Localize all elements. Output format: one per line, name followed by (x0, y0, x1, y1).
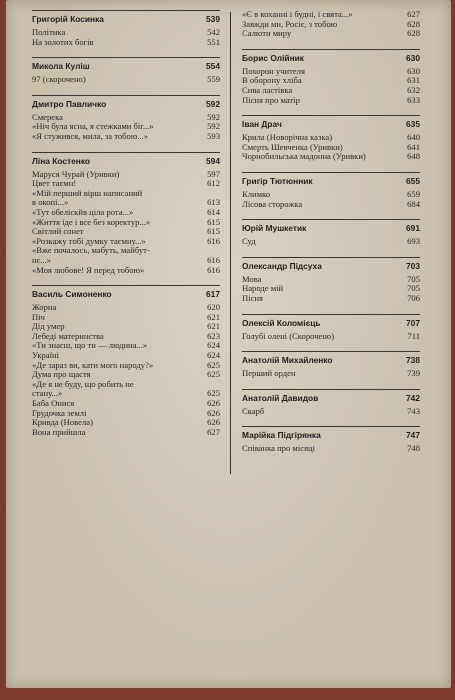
section-rule (242, 49, 420, 50)
entry-title: Голубі олені (Скорочено) (242, 330, 335, 341)
entry-title: «Моя любове! Я перед тобою» (32, 264, 145, 275)
section-rule (32, 95, 220, 96)
entry-page-number: 641 (407, 141, 420, 152)
toc-section (242, 49, 420, 115)
entry-page-number: 615 (207, 226, 220, 237)
entry-title: Салюти миру (242, 28, 292, 39)
entry-title: Світлий сонет (32, 226, 84, 237)
entry-page-number: 616 (207, 254, 220, 265)
toc-entry[interactable] (32, 266, 220, 276)
entry-title: «Я стужився, мила, за тобою...» (32, 130, 148, 141)
author-page-number: 655 (406, 175, 420, 186)
toc-section (242, 389, 420, 427)
toc-entry[interactable] (32, 38, 220, 48)
toc-section (32, 95, 220, 152)
author-name: Анатолій Михайленко (242, 355, 333, 366)
author-page-number: 707 (406, 317, 420, 328)
entry-page-number: 631 (407, 75, 420, 86)
entry-page-number: 711 (407, 330, 420, 341)
entry-page-number: 597 (207, 168, 220, 179)
entry-title: Баба Онися (32, 398, 75, 409)
entry-page-number: 623 (207, 330, 220, 341)
entry-page-number: 613 (207, 197, 220, 208)
entry-page-number: 593 (207, 130, 220, 141)
toc-section (32, 285, 220, 447)
section-gap (242, 162, 420, 172)
entry-title: Суд (242, 236, 256, 247)
author-page-number: 738 (406, 355, 420, 366)
toc-entry[interactable] (32, 428, 220, 438)
entry-title: Смерека (32, 111, 63, 122)
author-page-number: 539 (206, 14, 220, 24)
author-heading (242, 53, 420, 63)
entry-title: Співанка про місяці (242, 443, 316, 454)
section-gap (242, 209, 420, 219)
section-gap (32, 85, 220, 95)
author-name: Дмитро Павличко (32, 98, 107, 109)
entry-page-number: 626 (207, 398, 220, 409)
entry-title: Кривда (Новела) (32, 417, 93, 428)
author-heading (242, 393, 420, 403)
entry-title: «Ніч була ясна, я стежками біг...» (32, 121, 154, 132)
section-gap (242, 454, 420, 464)
toc-entry[interactable] (242, 294, 420, 304)
entry-title: «Де я не буду, що робить не стану...» (32, 378, 134, 399)
author-heading (242, 318, 420, 328)
entry-title: Смерть Шевченка (Уривки) (242, 141, 343, 152)
author-heading (32, 61, 220, 71)
entry-page-number: 592 (207, 121, 220, 132)
entry-title: Крила (Новорічна казка) (242, 132, 333, 143)
author-heading (32, 99, 220, 109)
entry-page-number: 684 (407, 198, 420, 209)
section-rule (242, 314, 420, 315)
entry-title: Політика (32, 27, 66, 37)
section-gap (242, 105, 420, 115)
entry-title: «Де зараз ви, кати мого народу?» (32, 359, 154, 370)
entry-title: Народе мій (242, 283, 284, 294)
entry-title: Вона прийшла (32, 426, 86, 437)
author-page-number: 617 (206, 289, 220, 300)
author-name: Борис Олійник (242, 52, 304, 63)
author-name: Анатолій Давидов (242, 392, 319, 403)
author-name: Іван Драч (242, 119, 282, 130)
entry-page-number: 640 (407, 132, 420, 143)
entry-page-number: 743 (407, 405, 420, 416)
entry-title: Україні (32, 350, 59, 361)
toc-entry[interactable] (242, 96, 420, 106)
entry-title: Дума про щастя (32, 369, 91, 380)
entry-title: Климко (242, 188, 271, 199)
entry-title: Чорнобильська мадонна (Уривки) (242, 151, 366, 162)
entry-page-number: 626 (207, 417, 220, 428)
toc-entry[interactable] (32, 380, 220, 399)
entry-page-number: 628 (407, 18, 420, 29)
author-name: Юрій Мушкетик (242, 223, 307, 234)
entry-title: Пісня про матір (242, 94, 300, 105)
entry-page-number: 625 (207, 388, 220, 399)
entry-page-number: 625 (207, 369, 220, 380)
toc-section (242, 257, 420, 314)
toc-section (242, 314, 420, 352)
author-heading (242, 355, 420, 365)
author-page-number: 747 (406, 430, 420, 441)
author-heading (242, 261, 420, 271)
entry-page-number: 739 (407, 368, 420, 379)
entry-title: «Життя іде і все без коректур...» (32, 216, 151, 227)
entry-title: «Ти знаєш, що ти — людина...» (32, 340, 148, 351)
author-name: Григір Тютюнник (242, 175, 313, 186)
section-gap (32, 437, 220, 447)
entry-title: Цвет таємн! (32, 178, 77, 189)
toc-section (242, 172, 420, 219)
toc-entry[interactable] (242, 200, 420, 210)
author-name: Григорій Косинка (32, 14, 104, 24)
author-page-number: 594 (206, 155, 220, 166)
author-heading (242, 119, 420, 129)
entry-page-number: 616 (207, 264, 220, 275)
toc-right-column (242, 10, 420, 464)
author-page-number: 691 (406, 223, 420, 234)
section-rule (32, 285, 220, 286)
entry-title: «Мій перший вірш написаний в окопі...» (32, 187, 143, 208)
entry-page-number: 625 (207, 359, 220, 370)
entry-page-number: 624 (207, 340, 220, 351)
section-gap (242, 416, 420, 426)
author-page-number: 635 (406, 119, 420, 130)
toc-entry[interactable] (32, 303, 220, 313)
entry-page-number: 615 (207, 216, 220, 227)
entry-page-number: 542 (207, 27, 220, 37)
entry-page-number: 559 (207, 74, 220, 85)
author-heading (242, 223, 420, 233)
entry-page-number: 648 (407, 151, 420, 162)
section-gap (242, 341, 420, 351)
author-name: Олександр Підсуха (242, 260, 322, 271)
entry-page-number: 621 (207, 311, 220, 322)
entry-title: Перший орден (242, 368, 296, 379)
author-name: Микола Куліш (32, 61, 90, 72)
toc-entry[interactable] (242, 407, 420, 417)
entry-title: Піч (32, 311, 45, 322)
section-rule (32, 10, 220, 11)
entry-page-number: 630 (407, 65, 420, 76)
toc-section (242, 115, 420, 172)
entry-title: Лебеді материнства (32, 330, 104, 341)
section-gap (242, 39, 420, 49)
toc-entry[interactable] (242, 332, 420, 342)
toc-entry[interactable] (242, 152, 420, 162)
author-name: Василь Симоненко (32, 289, 112, 300)
section-rule (242, 389, 420, 390)
entry-title: Дід умер (32, 321, 65, 332)
author-name: Ліна Костенко (32, 155, 91, 166)
author-page-number: 703 (406, 260, 420, 271)
section-gap (32, 142, 220, 152)
entry-title: Скарб (242, 405, 265, 416)
entry-title: «Розкажу тобі думку таємну...» (32, 235, 146, 246)
book-page (6, 0, 451, 688)
entry-title: Похорон учителя (242, 65, 305, 76)
author-page-number: 554 (206, 61, 220, 72)
author-page-number: 742 (406, 392, 420, 403)
entry-title: Пісня (242, 292, 263, 303)
toc-section (242, 426, 420, 464)
toc-entry[interactable] (242, 284, 420, 294)
entry-title: На золотих богів (32, 36, 94, 47)
section-rule (242, 426, 420, 427)
entry-title: Лісова сторожка (242, 198, 303, 209)
entry-title: «Вже почалось, мабуть, майбут- нє...» (32, 245, 150, 265)
entry-page-number: 627 (207, 426, 220, 437)
entry-page-number: 624 (207, 350, 220, 361)
author-page-number: 630 (406, 52, 420, 63)
toc-section (32, 57, 220, 95)
entry-page-number: 705 (407, 273, 420, 284)
author-page-number: 592 (206, 98, 220, 109)
section-rule (242, 351, 420, 352)
entry-page-number: 659 (407, 188, 420, 199)
entry-title: В оборону хліба (242, 75, 302, 86)
entry-title: Сива ластівка (242, 84, 293, 95)
entry-page-number: 616 (207, 235, 220, 246)
section-gap (242, 247, 420, 257)
section-gap (242, 304, 420, 314)
entry-title: Маруся Чурай (Уривки) (32, 168, 120, 179)
entry-title: Мова (242, 273, 262, 284)
column-divider (230, 12, 231, 474)
entry-page-number: 748 (407, 443, 420, 454)
toc-entry[interactable] (242, 29, 420, 39)
author-heading (32, 289, 220, 299)
section-gap (32, 47, 220, 57)
section-gap (32, 275, 220, 285)
entry-page-number: 693 (407, 236, 420, 247)
section-rule (32, 152, 220, 153)
toc-entry[interactable] (32, 189, 220, 208)
author-heading (242, 430, 420, 440)
author-heading (32, 14, 220, 24)
section-rule (32, 57, 220, 58)
toc-entry[interactable] (242, 237, 420, 247)
toc-section (242, 351, 420, 389)
toc-section (32, 152, 220, 286)
entry-page-number: 633 (407, 94, 420, 105)
author-name: Марійка Підгірянка (242, 430, 321, 441)
entry-page-number: 592 (207, 111, 220, 122)
toc-entry[interactable] (32, 132, 220, 142)
entry-page-number: 614 (207, 206, 220, 217)
toc-entry[interactable] (32, 75, 220, 85)
entry-title: Грудочка землі (32, 407, 87, 418)
entry-page-number: 626 (207, 407, 220, 418)
section-rule (242, 115, 420, 116)
entry-title: 97 (скорочено) (32, 74, 86, 85)
toc-section (242, 10, 420, 49)
section-rule (242, 172, 420, 173)
toc-entry[interactable] (32, 341, 220, 351)
toc-entry[interactable] (242, 444, 420, 454)
entry-page-number: 628 (407, 28, 420, 39)
toc-entry[interactable] (32, 246, 220, 265)
toc-section (32, 10, 220, 57)
entry-page-number: 621 (207, 321, 220, 332)
author-name: Олексій Коломієць (242, 317, 321, 328)
entry-title: «Тут обеліскйв ціла рота...» (32, 206, 134, 217)
entry-page-number: 551 (207, 36, 220, 47)
toc-left-column (32, 10, 220, 447)
entry-page-number: 632 (407, 84, 420, 95)
toc-entry[interactable] (242, 369, 420, 379)
section-gap (242, 379, 420, 389)
entry-title: Жорна (32, 302, 57, 313)
entry-page-number: 706 (407, 292, 420, 303)
toc-section (242, 219, 420, 257)
entry-page-number: 705 (407, 283, 420, 294)
entry-page-number: 620 (207, 302, 220, 313)
section-rule (242, 257, 420, 258)
entry-page-number: 612 (207, 178, 220, 189)
author-heading (32, 156, 220, 166)
section-rule (242, 219, 420, 220)
author-heading (242, 176, 420, 186)
entry-title: Завжди ми, Росіє, з тобою (242, 18, 338, 29)
entry-title: «Є в коханні і будні, і свята...» (242, 9, 353, 19)
entry-page-number: 627 (407, 9, 420, 19)
